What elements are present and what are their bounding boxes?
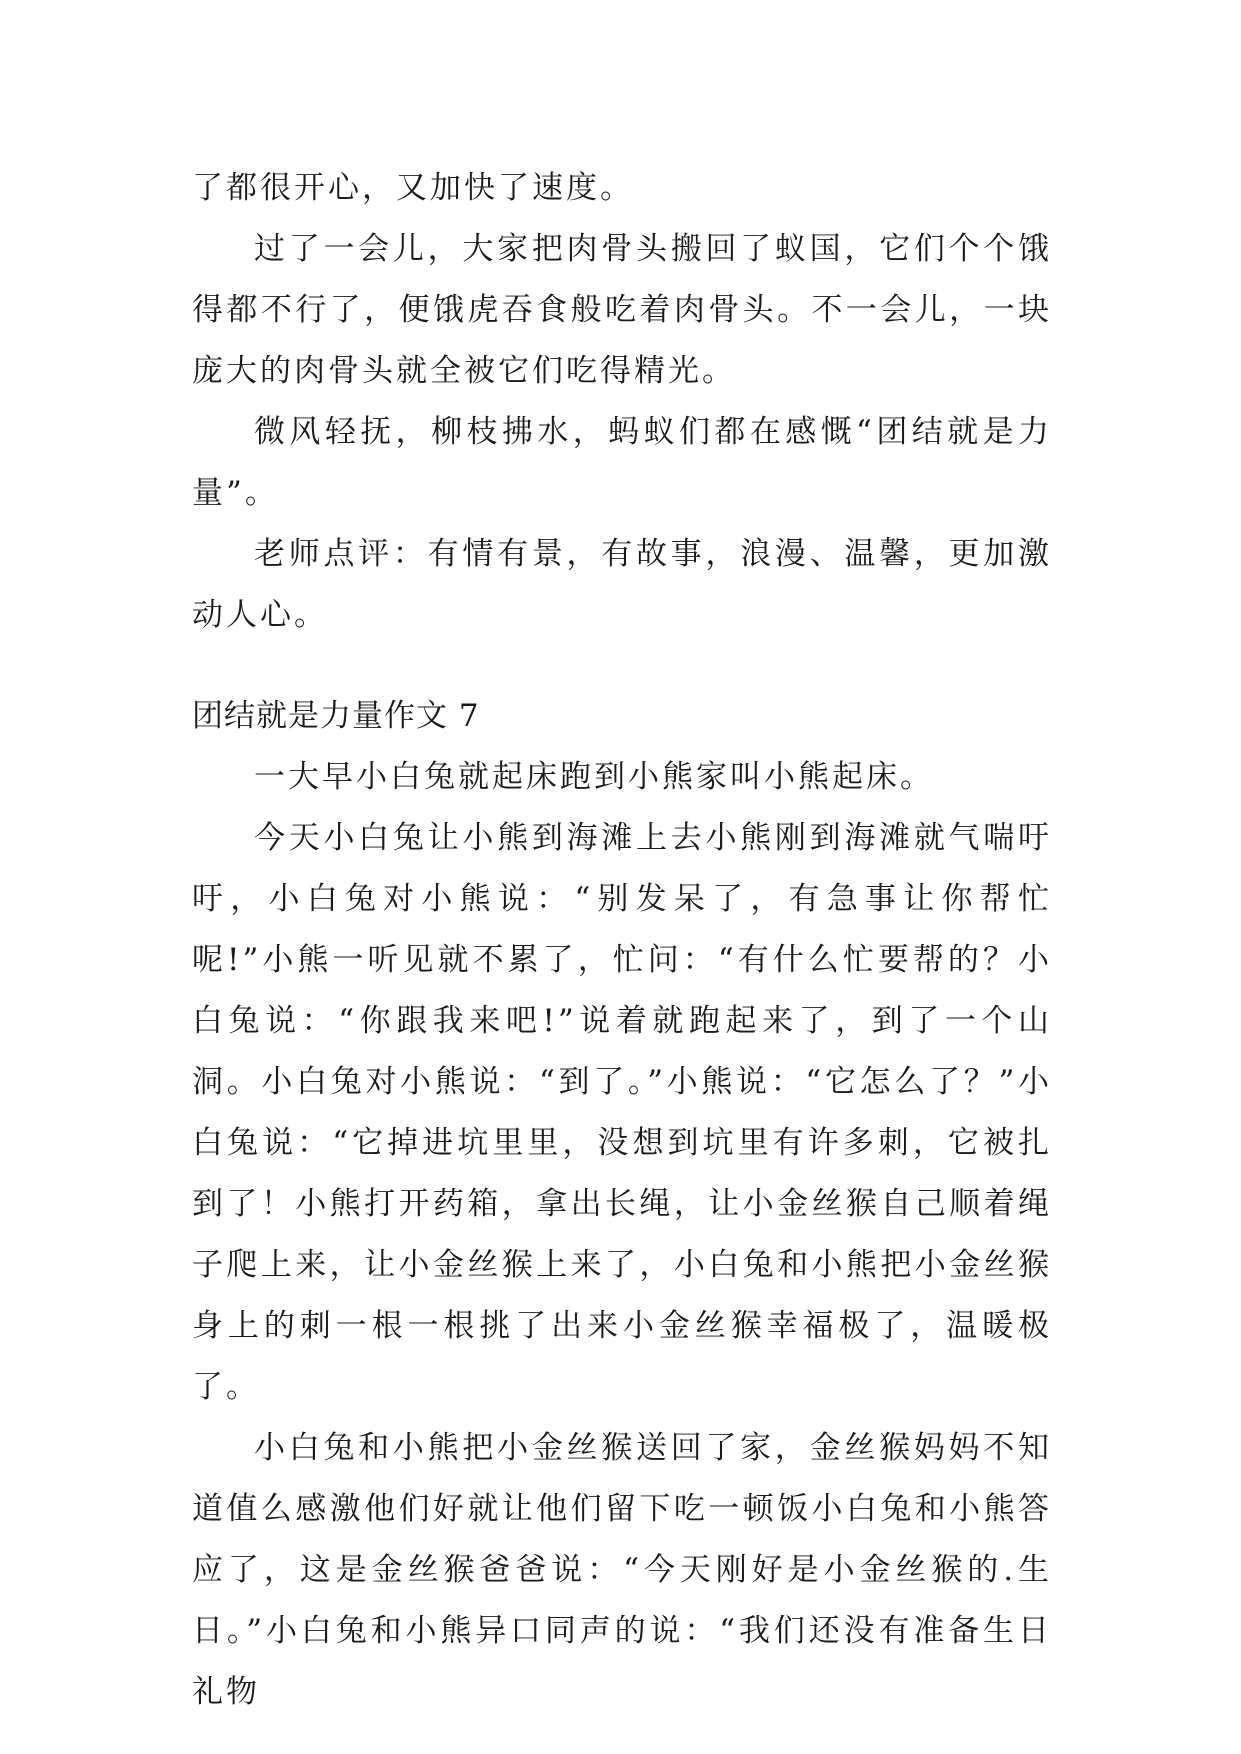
- paragraph: 微风轻抚，柳枝拂水，蚂蚁们都在感慨“团结就是力量”。: [192, 414, 1052, 511]
- paragraph: 过了一会儿，大家把肉骨头搬回了蚁国，它们个个饿得都不行了，便饿虎吞食般吃着肉骨头。不一会儿，一块庞大的肉骨头就全被它们吃得精光。: [192, 231, 1052, 389]
- document-body: [192, 158, 1052, 1723]
- section-heading: 团结就是力量作文 7: [192, 698, 480, 734]
- paragraph: 一大早小白兔就起床跑到小熊家叫小熊起床。: [254, 759, 934, 795]
- paragraph-continuation: 了都很开心，又加快了速度。: [192, 170, 634, 206]
- teacher-comment-paragraph: 老师点评：有情有景，有故事，浪漫、温馨，更加激动人心。: [192, 536, 1052, 633]
- paragraph: 今天小白兔让小熊到海滩上去小熊刚到海滩就气喘吁吁，小白兔对小熊说：“别发呆了，有急事让你帮忙呢!”小熊一听见就不累了，忙问：“有什么忙要帮的？小白兔说：“你跟我来吧!”说着就跑起来了，到了一个山洞。小白兔对小熊说：“到了。”小熊说：“它怎么了？”小白兔说：“它掉进坑里里，没想到坑里有许多刺，它被扎到了！小熊打开药箱，拿出长绳，让小金丝猴自己顺着绳子爬上来，让小金丝猴上来了，小白兔和小熊把小金丝猴身上的刺一根一根挑了出来小金丝猴幸福极了，温暖极了。: [192, 820, 1052, 1405]
- section-spacer: [192, 646, 1052, 686]
- paragraph: 小白兔和小熊把小金丝猴送回了家，金丝猴妈妈不知道值么感激他们好就让他们留下吃一顿饭小白兔和小熊答应了，这是金丝猴爸爸说：“今天刚好是小金丝猴的.生日。”小白兔和小熊异口同声的说：“我们还没有准备生日礼物: [192, 1430, 1052, 1710]
